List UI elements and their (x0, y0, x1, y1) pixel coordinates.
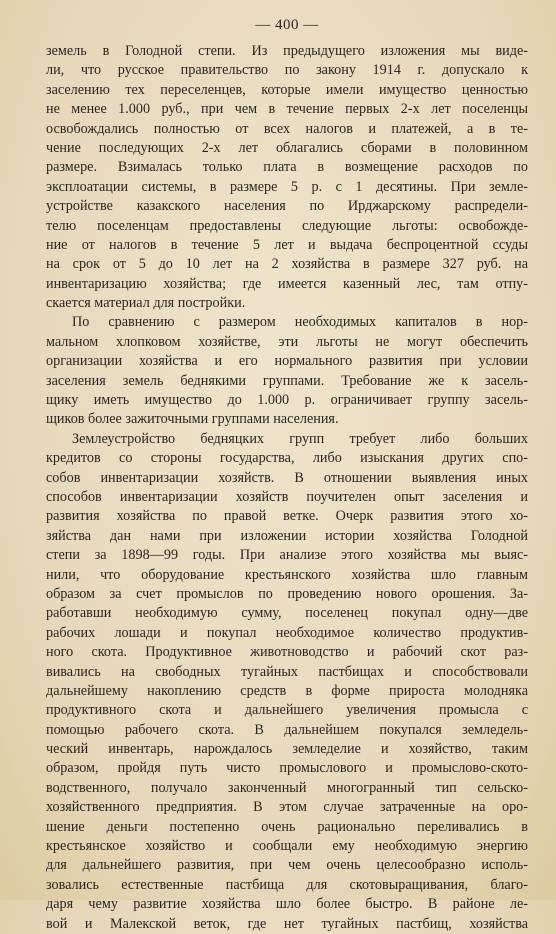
text-line: нили, что оборудование крестьянского хозяйства шло главным (46, 566, 528, 583)
paragraph (46, 430, 528, 934)
text-line: образом за счет промыслов по проведению нового орошения. За- (46, 585, 528, 602)
text-line: кредитов со стороны государства, либо изыскания других спо- (46, 450, 528, 467)
text-line: образом, пройдя путь чисто промыслового и промыслово-ското- (46, 760, 528, 777)
text-line: продуктивного скота и дальнейшего увеличения промысла с (46, 702, 528, 719)
text-line: зовались естественные пастбища для скотовыращивания, благо- (46, 876, 528, 893)
text-line: крестьянское хозяйство и сообщали ему необходимую энергию (46, 838, 528, 855)
text-line: работавши необходимую сумму, поселенец покупал одну—две (46, 605, 528, 622)
text-line: шение деньги постепенно очень рационально переливались в (46, 818, 528, 835)
text-line: способов инвентаризации хозяйств поучителен опыт заселения и (46, 488, 528, 505)
text-line: для дальнейшего развития, при чем очень целесообразно исполь- (46, 857, 528, 874)
text-line: земель в Голодной степи. Из предыдущего изложения мы виде- (46, 43, 528, 59)
text-line: ли, что русское правительство по закону 1914 г. допускало к (46, 62, 528, 79)
text-line: рабочих лошади и покупал необходимое количество продуктив- (46, 624, 528, 641)
paragraph (46, 313, 528, 429)
text-line: щику иметь имущество до 1.000 р. ограничивает группу засель- (46, 392, 528, 409)
text-line: щиков более зажиточными группами населения. (46, 411, 339, 428)
text-line: освобождались полностью от всех налогов и платежей, а в те- (46, 120, 528, 137)
text-line: вой и Малекской веток, где нет тугайных пастбищ, хозяйства (46, 915, 528, 932)
text-line: зяйства дан нами при изложении истории хозяйства Голодной (46, 527, 528, 544)
text-line: собов инвентаризации хозяйств. В отношении выявления иных (46, 469, 528, 486)
text-line: ческий инвентарь, нарождалось земледелие и хозяйство, таким (46, 741, 528, 758)
text-line: телю поселенцам предоставлены следующие льготы: освобожде- (46, 217, 528, 234)
text-line: устройстве казакского населения по Ирджарскому распредели- (46, 198, 528, 215)
text-line: дальнейшему накоплению средств в форме прироста молодняка (46, 682, 528, 699)
text-line: скается материал для постройки. (46, 295, 246, 312)
text-line: размере. Взималась только плата в возмещение расходов по (46, 159, 528, 176)
text-line: эксплоатации системы, в размере 5 р. с 1 десятины. При земле- (46, 178, 528, 195)
text-line: водственного, получало законченный многогранный тип сельско- (46, 779, 528, 796)
paragraph (46, 42, 528, 313)
text-line: чение последующих 2-х лет облагались сборами в половинном (46, 139, 528, 156)
text-line: хозяйственного предприятия. В этом случае затраченные на оро- (46, 799, 528, 816)
text-line: развития хозяйства по правой ветке. Очерк развития этого хо- (46, 508, 528, 525)
text-line: заселению тех переселенцев, которые имели имущество ценностью (46, 81, 528, 98)
body-text (46, 42, 528, 934)
text-line: не менее 1.000 руб., при чем в течение первых 2-х лет поселенцы (46, 101, 528, 118)
text-line: ние от налогов в течение 5 лет и выдача беспроцентной ссуды (46, 236, 528, 253)
book-page (46, 14, 528, 934)
text-line: помощью рабочего скота. В дальнейшем покупался земледель- (46, 721, 528, 738)
text-line: степи за 1898—99 годы. При анализе этого хозяйства мы выяс- (46, 547, 528, 564)
text-line: Землеустройство бедняцких групп требует либо больших (72, 430, 528, 447)
text-line: даря чему развитие хозяйства шло более быстро. В районе ле- (46, 896, 528, 913)
text-line: мальном хлопковом хозяйстве, эти льготы не могут обеспечить (46, 333, 528, 350)
text-line: на срок от 5 до 10 лет на 2 хозяйства в размере 327 руб. на (46, 256, 528, 273)
text-line: организации хозяйства и его нормального развития при условии (46, 353, 528, 370)
text-line: ного скота. Продуктивное животноводство и рабочий скот раз- (46, 644, 528, 661)
text-line: вивались на свободных тугайных пастбищах и способствовали (46, 663, 528, 680)
text-line: инвентаризацию хозяйства; где имеется казенный лес, там отпу- (46, 275, 528, 292)
page-number: — 400 — (255, 17, 319, 33)
text-line: По сравнению с размером необходимых капиталов в нор- (72, 314, 528, 331)
text-line: заселения земель беднякими группами. Требование же к засель- (46, 372, 528, 389)
